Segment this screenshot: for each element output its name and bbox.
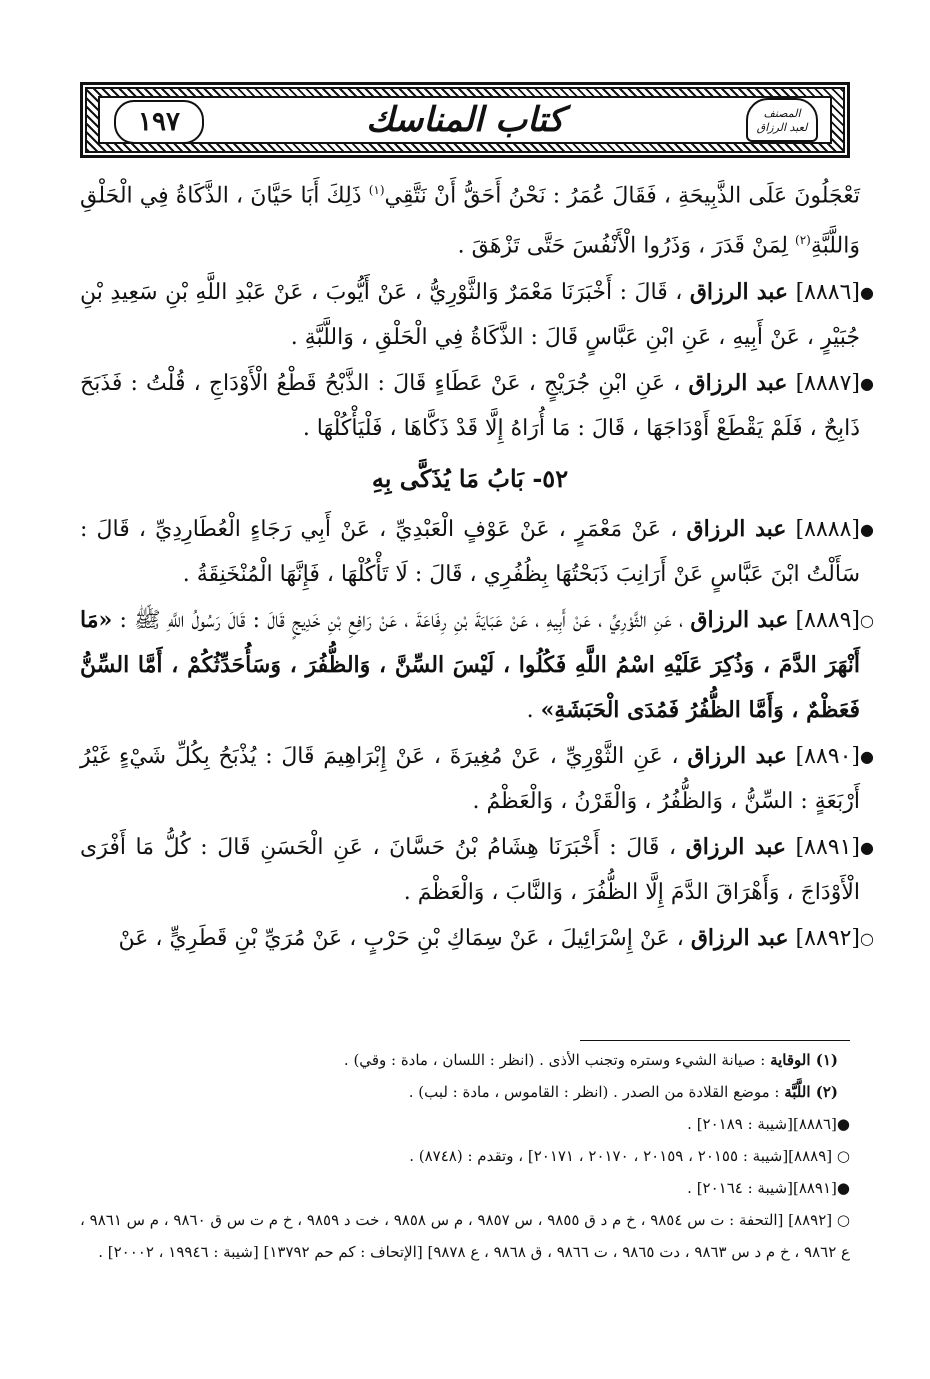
footnote-text: : موضع القلادة من الصدر . (انظر : القاموس ، مادة : لبب) . — [408, 1083, 780, 1101]
page-header — [80, 82, 850, 158]
narration-marker: ● — [860, 837, 874, 857]
footnote-label: (١) الوقاية — [770, 1051, 838, 1069]
narration-8886 — [80, 270, 874, 360]
narrator-name: عبد الرزاق — [689, 278, 789, 305]
narration-text: ، عَنْ إِسْرَائِيلَ ، عَنْ سِمَاكِ بْنِ حَرْبٍ ، عَنْ مُرَيِّ بْنِ قَطَرِيٍّ ، عَنْ — [118, 925, 684, 951]
footnote-marker: ○ — [836, 1147, 850, 1165]
continuation-text-a: تَعْجَلُونَ عَلَى الذَّبِيحَةِ ، فَقَالَ عُمَرُ : نَحْنُ أَحَقُّ أَنْ نَتَّقِي — [384, 183, 860, 209]
footnote-text: [٨٨٨٦][شيبة : ٢٠١٨٩] . — [687, 1115, 837, 1133]
footnotes — [80, 1044, 850, 1268]
narrator-name: عبد الرزاق — [690, 606, 789, 633]
page-number: ١٩٧ — [114, 100, 204, 144]
continuation-text-b: ذَلِكَ أَبَا حَيَّانَ ، الذَّكَاةُ فِي الْحَلْقِ وَاللَّبَّةِ — [80, 183, 860, 259]
narration-text: ، عَنِ الثَّوْرِيِّ ، عَنْ أَبِيهِ ، عَنْ عَبَايَةَ بْنِ رِفَاعَةَ ، عَنْ رَافِعِ بْنِ خَدِيجٍ قَالَ : قَالَ رَسُولُ اللَّهِ ﷺ : — [119, 607, 684, 633]
footnote-ref-2: (٢) — [795, 233, 811, 248]
source-note-8892 — [80, 1204, 850, 1268]
narration-marker: ○ — [860, 610, 874, 630]
footnote-text: [٨٨٨٩][شيبة : ٢٠١٥٥ ، ٢٠١٥٩ ، ٢٠١٧٠ ، ٢٠١٧١] ، وتقدم : (٨٧٤٨) . — [409, 1147, 833, 1165]
narrator-name: عبد الرزاق — [687, 742, 787, 769]
footnote-ref-1: (١) — [368, 183, 385, 197]
footnote-label: (٢) اللَّبَّة — [784, 1083, 838, 1101]
narrator-name: عبد الرزاق — [690, 924, 789, 951]
narration-number: [٨٨٩٢] — [795, 925, 860, 951]
footnote-2 — [80, 1076, 850, 1108]
narration-number: [٨٨٨٩] — [795, 607, 860, 633]
narration-8892 — [80, 916, 874, 961]
source-note-8891 — [80, 1172, 850, 1204]
narration-8889 — [80, 598, 874, 733]
footnote-1 — [80, 1044, 850, 1076]
narration-marker: ● — [860, 282, 874, 302]
narration-number: [٨٨٨٧] — [795, 370, 861, 396]
footnote-text: [٨٨٩١][شيبة : ٢٠١٦٤] . — [687, 1179, 837, 1197]
narration-text: ، قَالَ : أَخْبَرَنَا هِشَامُ بْنُ حَسَّانَ ، عَنِ الْحَسَنِ قَالَ : كُلُّ مَا أَفْرَى الْأَوْدَاجَ ، وَأَهْرَاقَ الدَّمَ إِلَّا الظُّفُرَ ، وَالنَّابَ ، وَالْعَظْمَ . — [80, 834, 860, 905]
narrator-name: عبد الرزاق — [688, 369, 788, 396]
narration-marker: ○ — [860, 928, 874, 948]
footnote-text: [٨٨٩٢] [التحفة : ت س ٩٨٥٤ ، خ م د ق ٩٨٥٥ ، س ٩٨٥٧ ، م س ٩٨٥٨ ، خت د ٩٨٥٩ ، خ م ت س ق ٩٨٦٠ ، م س ٩٨٦١ ، ع ٩٨٦٢ ، خ م د س ٩٨٦٣ ، دت ٩٨٦٥ ، ت ٩٨٦٦ ، ق ٩٨٦٨ ، ع ٩٨٧٨] [الإتحاف : كم حم ١٣٧٩٢] [شيبة : ١٩٩٤٦ ، ٢٠٠٠٢] . — [80, 1211, 850, 1261]
continuation-paragraph — [80, 168, 860, 269]
narration-text: ، عَنِ ابْنِ جُرَيْجٍ ، عَنْ عَطَاءٍ قَالَ : الذَّبْحُ قَطْعُ الْأَوْدَاجِ ، قُلْتُ : فَذَبَحَ ذَابِحٌ ، فَلَمْ يَقْطَعْ أَوْدَاجَهَا ، قَالَ : مَا أُرَاهُ إِلَّا قَدْ ذَكَّاهَا ، فَلْيَأْكُلْهَا . — [80, 370, 860, 441]
narration-8890 — [80, 734, 874, 824]
narration-number: [٨٨٨٦] — [795, 279, 861, 305]
narration-8891 — [80, 825, 874, 915]
footnote-marker: ● — [836, 1115, 850, 1133]
narration-8888 — [80, 507, 874, 597]
narration-marker: ● — [860, 519, 874, 539]
narration-text: ، قَالَ : أَخْبَرَنَا مَعْمَرٌ وَالثَّوْرِيُّ ، عَنْ أَيُّوبَ ، عَنْ عَبْدِ اللَّهِ بْنِ سَعِيدِ بْنِ جُبَيْرٍ ، عَنْ أَبِيهِ ، عَنِ ابْنِ عَبَّاسٍ قَالَ : الذَّكَاةُ فِي الْحَلْقِ ، وَاللَّبَّةِ . — [80, 279, 860, 350]
footnote-marker: ● — [836, 1179, 850, 1197]
main-text — [80, 168, 874, 961]
narrator-name: عبد الرزاق — [685, 833, 786, 860]
narration-number: [٨٨٩٠] — [795, 743, 860, 769]
footnote-text: : صيانة الشيء وستره وتجنب الأذى . (انظر : اللسان ، مادة : وقي) . — [343, 1051, 766, 1069]
narration-text: ، عَنْ مَعْمَرٍ ، عَنْ عَوْفٍ الْعَبْدِيِّ ، عَنْ أَبِي رَجَاءٍ الْعُطَارِدِيِّ ، قَالَ : سَأَلْتُ ابْنَ عَبَّاسٍ عَنْ أَرَانِبَ ذَبَحْتُهَا بِظُفُرِي ، قَالَ : لَا تَأْكُلْهَا ، فَإِنَّهَا الْمُنْخَنِقَةُ . — [80, 516, 860, 587]
footnote-separator — [580, 1040, 850, 1041]
narrator-name: عبد الرزاق — [686, 515, 787, 542]
narration-text: ، عَنِ الثَّوْرِيِّ ، عَنْ مُغِيرَةَ ، عَنْ إِبْرَاهِيمَ قَالَ : يُذْبَحُ بِكُلِّ شَيْءٍ غَيْرُ أَرْبَعَةٍ : السِّنُّ ، وَالظُّفُرُ ، وَالْقَرْنُ ، وَالْعَظْمُ . — [80, 743, 860, 814]
narration-number: [٨٨٨٨] — [795, 516, 860, 542]
narration-marker: ● — [860, 373, 874, 393]
book-title: كتاب المناسك — [366, 100, 564, 140]
book-logo — [746, 98, 818, 142]
narration-end: . — [526, 697, 534, 723]
narration-number: [٨٨٩١] — [795, 834, 860, 860]
logo-line-1: المصنف — [763, 107, 801, 120]
prophetic-hadith: «مَا أَنْهَرَ الدَّمَ ، وَذُكِرَ عَلَيْهِ اسْمُ اللَّهِ فَكُلُوا ، لَيْسَ السِّنَّ ، وَالظُّفُرَ ، وَسَأُحَدِّثُكُمْ ، أَمَّا السِّنُّ فَعَظْمٌ ، وَأَمَّا الظُّفُرُ فَمُدَى الْحَبَشَةِ» — [80, 606, 860, 723]
source-note-8889 — [80, 1140, 850, 1172]
chapter-heading: ٥٢- بَابُ مَا يُذَكَّى بِهِ — [371, 463, 569, 493]
logo-line-2: لعبد الرزاق — [756, 121, 808, 134]
narration-marker: ● — [860, 746, 874, 766]
footnote-marker: ○ — [836, 1211, 850, 1229]
continuation-text-c: لِمَنْ قَدَرَ ، وَذَرُوا الْأَنْفُسَ حَتَّى تَزْهَقَ . — [457, 233, 789, 259]
narration-8887 — [80, 361, 874, 451]
source-note-8886 — [80, 1108, 850, 1140]
